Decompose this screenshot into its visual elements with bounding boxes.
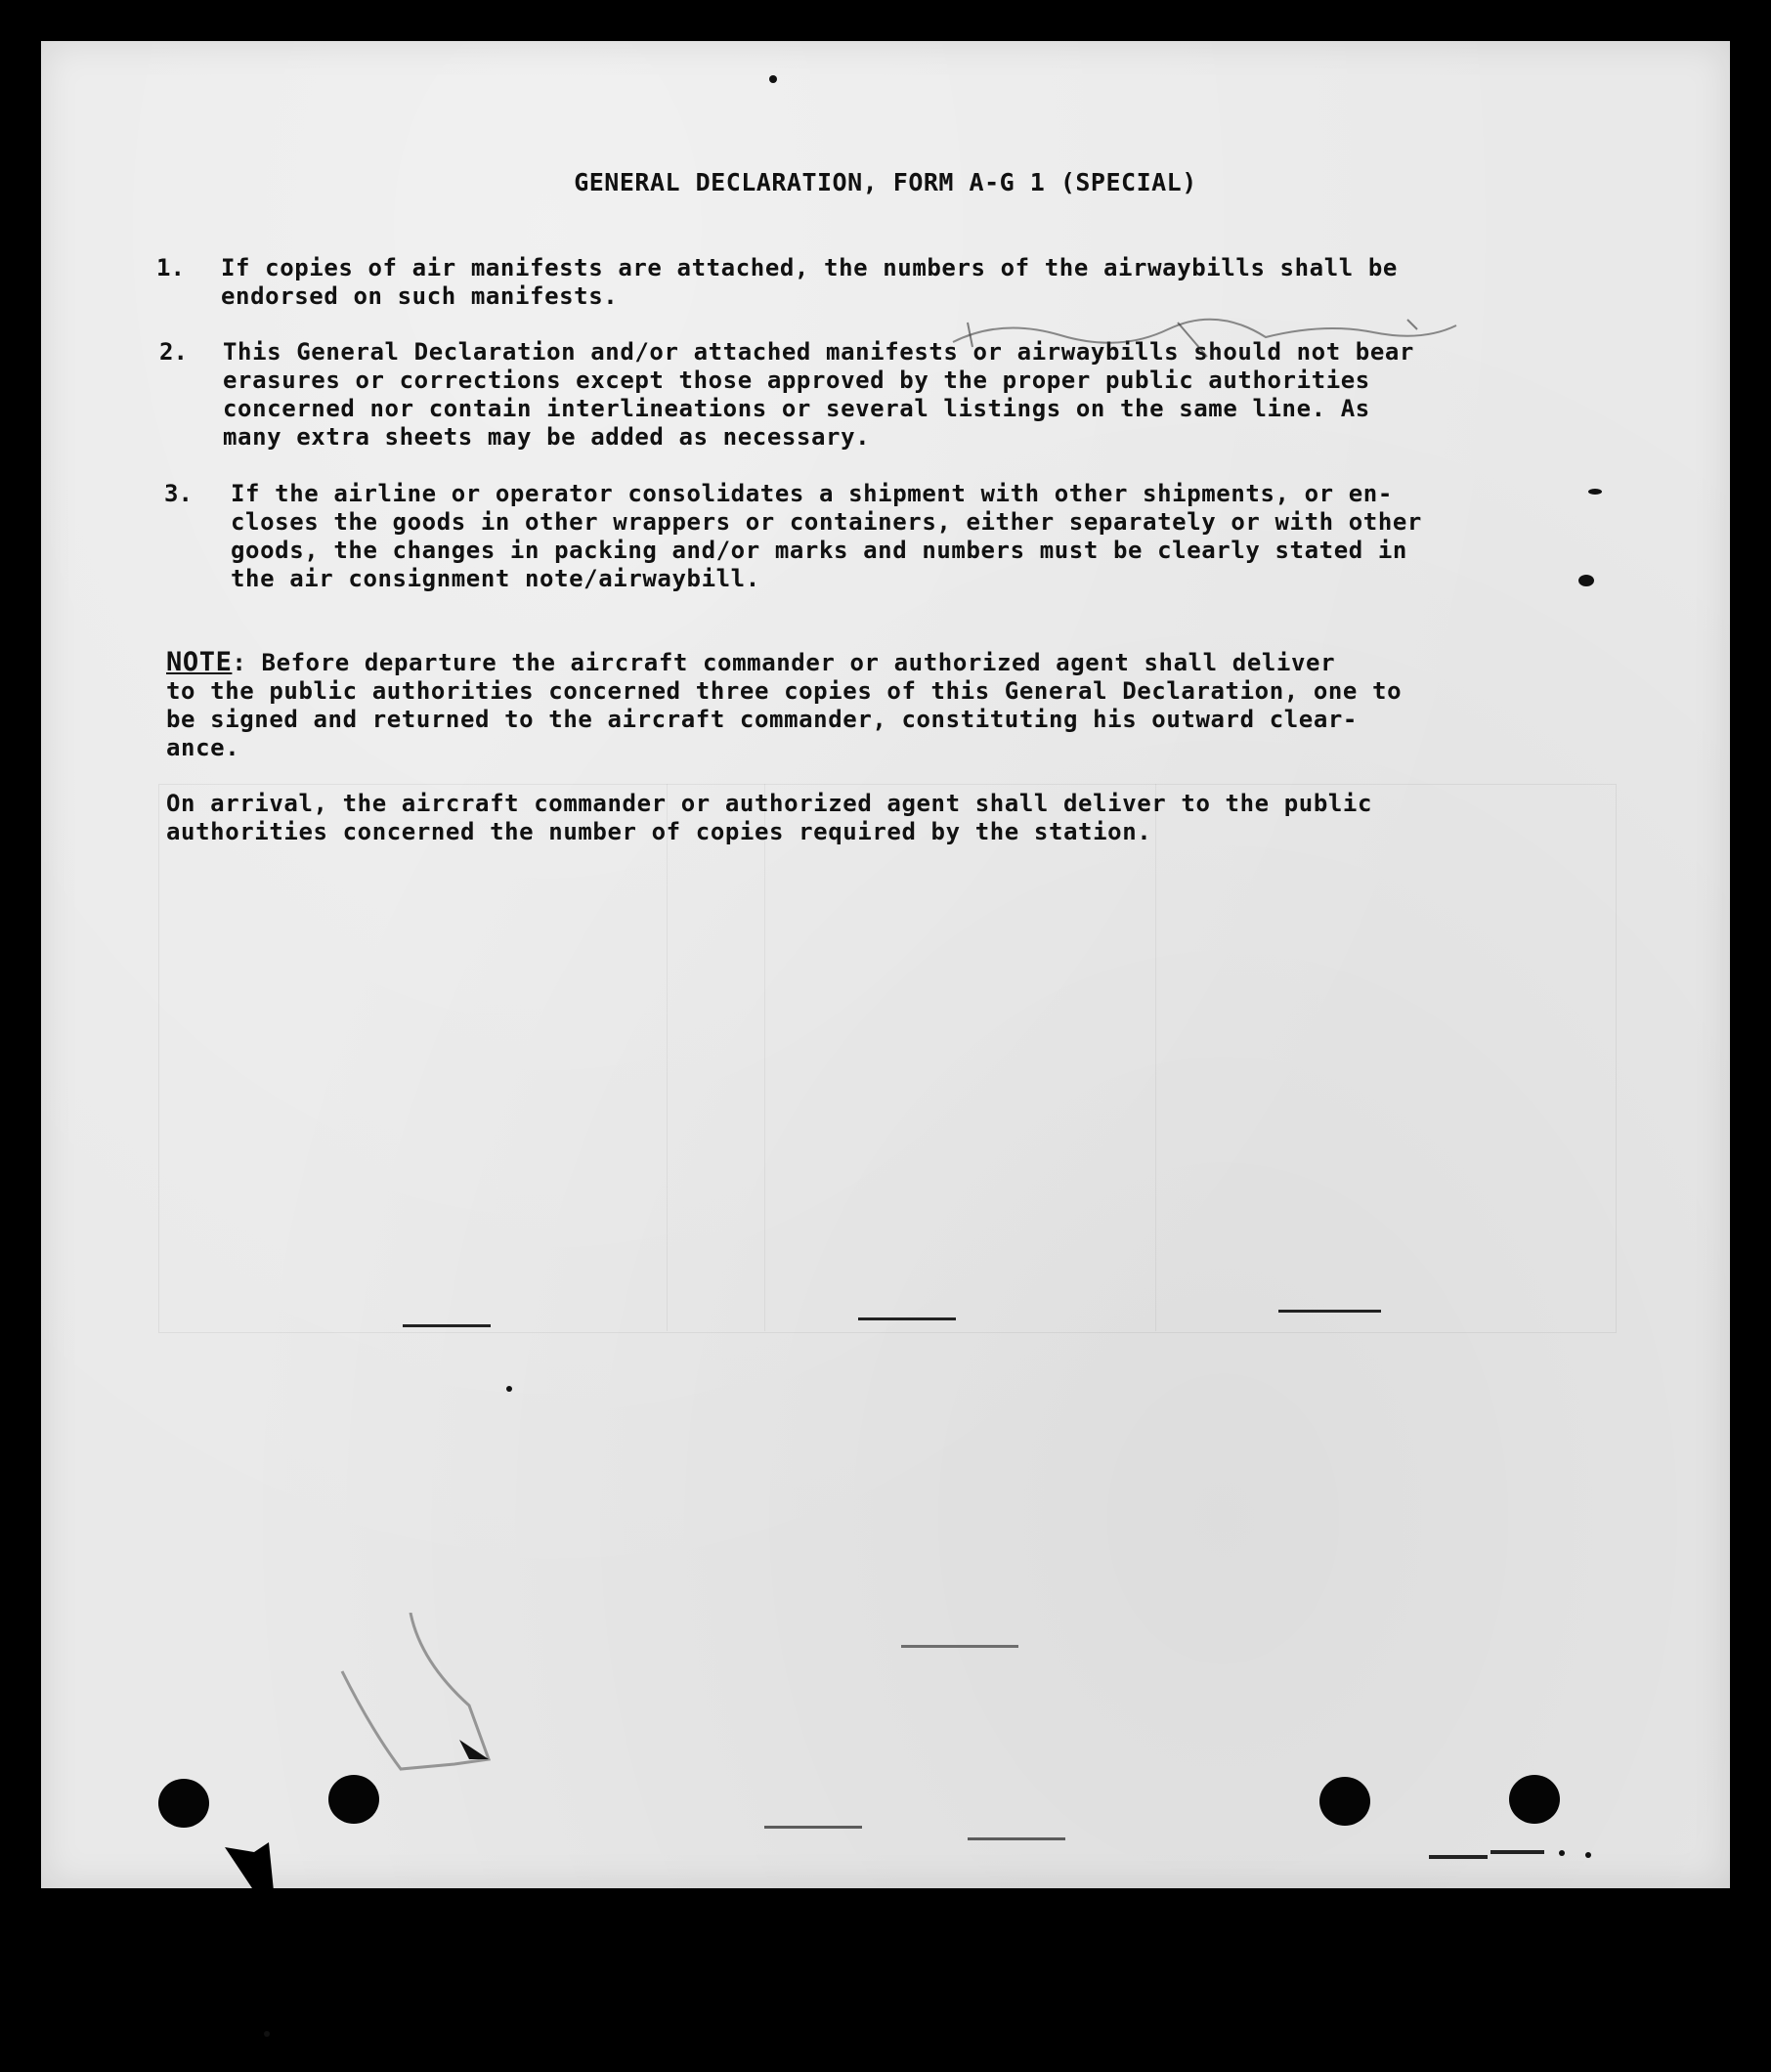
- text-line: ance.: [166, 734, 240, 761]
- ink-speck: [1588, 489, 1602, 495]
- ink-speck: [506, 1386, 512, 1392]
- text-line: goods, the changes in packing and/or marks and numbers must be clearly stated in: [231, 537, 1407, 564]
- ink-speck: [1585, 1852, 1591, 1858]
- handwritten-scribble: [914, 318, 1461, 362]
- item-number: 2.: [159, 338, 188, 366]
- text-line: the air consignment note/airwaybill.: [231, 565, 760, 592]
- punch-hole: [1319, 1777, 1370, 1826]
- ink-dash: [403, 1324, 491, 1327]
- ink-speck: [1559, 1850, 1565, 1856]
- text-line: concerned nor contain interlineations or several listings on the same line. As: [223, 395, 1370, 422]
- text-line: to the public authorities concerned three copies of this General Declaration, one to: [166, 677, 1403, 705]
- note-text: : Before departure the aircraft commander or authorized agent shall deliver: [232, 649, 1336, 676]
- punch-hole: [328, 1775, 379, 1824]
- bottom-edge-tear: [215, 1842, 332, 1891]
- ink-dash: [1429, 1855, 1488, 1859]
- bleed-through-form-outline: [158, 784, 1617, 1333]
- bleed-through-line: [667, 784, 668, 1331]
- ink-dash: [1490, 1850, 1544, 1854]
- ink-dash: [858, 1317, 956, 1320]
- bleed-through-line: [764, 784, 765, 1331]
- note-first-line: [166, 648, 1402, 677]
- ink-speck: [1578, 575, 1594, 586]
- ink-dash: [901, 1645, 1018, 1648]
- text-line: many extra sheets may be added as necessary.: [223, 423, 871, 451]
- list-item-3: [231, 480, 1422, 593]
- item-number: 1.: [156, 254, 185, 281]
- text-line: endorsed on such manifests.: [221, 282, 619, 310]
- text-line: On arrival, the aircraft commander or authorized agent shall deliver to the public: [166, 790, 1373, 817]
- text-line: authorities concerned the number of copies required by the station.: [166, 818, 1152, 845]
- text-line: If copies of air manifests are attached, the numbers of the airwaybills shall be: [221, 254, 1398, 281]
- note-label: NOTE: [166, 647, 233, 677]
- document-title: GENERAL DECLARATION, FORM A-G 1 (SPECIAL): [574, 168, 1197, 196]
- item-number: 3.: [164, 480, 193, 507]
- ink-dash: [764, 1826, 862, 1829]
- ink-speck: [769, 75, 777, 83]
- punch-hole: [158, 1779, 209, 1828]
- text-line: This General Declaration and/or attached manifests or airwaybills should not bear: [223, 338, 1414, 366]
- ink-speck: [264, 2031, 270, 2037]
- text-line: be signed and returned to the aircraft commander, constituting his outward clear-: [166, 706, 1358, 733]
- ink-dash: [968, 1837, 1065, 1840]
- list-item-1: [221, 254, 1398, 311]
- document-page: [41, 41, 1730, 1888]
- text-line: erasures or corrections except those approved by the proper public authorities: [223, 367, 1370, 394]
- punch-hole: [1509, 1775, 1560, 1824]
- bleed-through-line: [1155, 784, 1156, 1331]
- note-paragraph: [166, 648, 1402, 762]
- text-line: If the airline or operator consolidates a shipment with other shipments, or en-: [231, 480, 1393, 507]
- paper-tear-mark: [332, 1613, 508, 1789]
- text-line: closes the goods in other wrappers or containers, either separately or with other: [231, 508, 1422, 536]
- arrival-paragraph: [166, 790, 1372, 846]
- ink-dash: [1278, 1310, 1381, 1313]
